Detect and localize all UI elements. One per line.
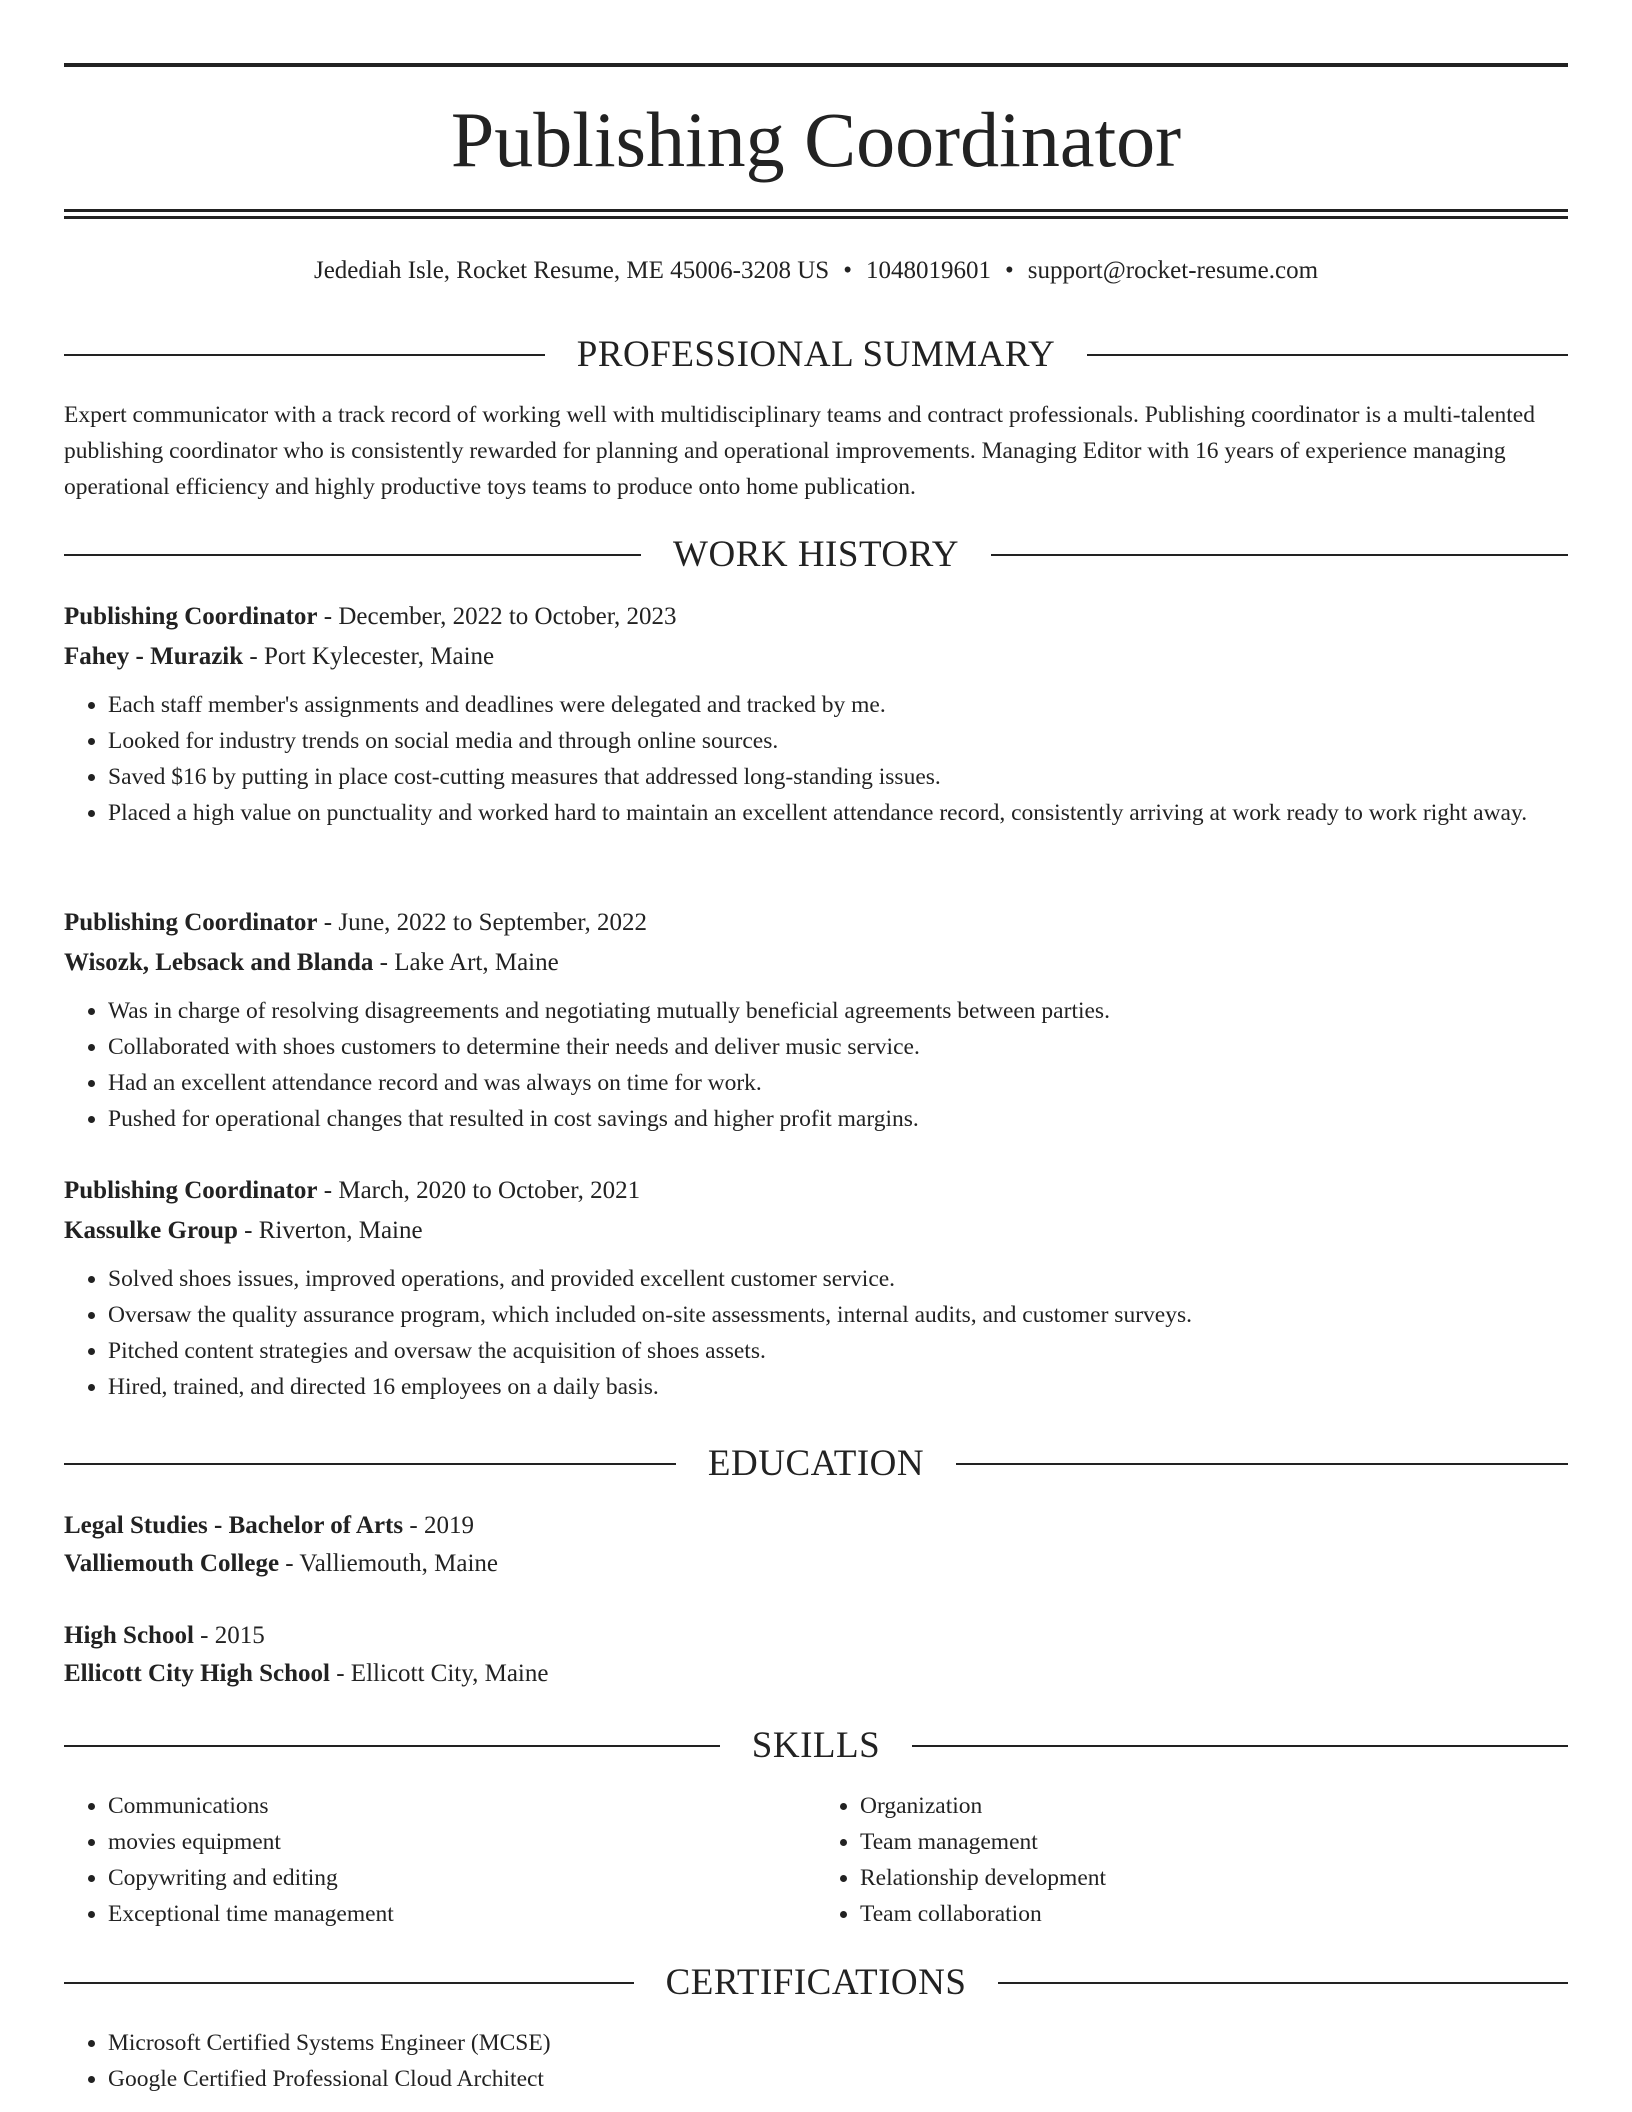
- education-year: - 2015: [193, 1622, 265, 1649]
- section-divider: [64, 1745, 720, 1747]
- job-title: Publishing Coordinator: [64, 1177, 318, 1204]
- job-title: Publishing Coordinator: [64, 909, 318, 936]
- summary-text: Expert communicator with a track record of working well with multidisciplinary teams and contract professionals. Publishing coordinator is a multi-talented publishing coordinator who is consistently rewarded for planning and operational improvements. Managing Editor with 16 years of experience managing operational efficiency and highly productive toys teams to produce onto home publication.: [64, 402, 1535, 500]
- job-title-line: [64, 597, 1568, 637]
- skill-item: • Team management: [860, 1824, 1568, 1860]
- skill-item: • Relationship development: [860, 1860, 1568, 1896]
- contact-separator: •: [1004, 257, 1014, 284]
- section-header-education: [64, 1444, 1568, 1484]
- contact-separator: •: [843, 257, 852, 284]
- job-location: - Port Kylecester, Maine: [243, 643, 495, 670]
- skill-item: • Team collaboration: [860, 1896, 1568, 1932]
- section-title: WORK HISTORY: [673, 534, 959, 575]
- contact-phone: 1048019601: [865, 257, 991, 284]
- education-degree: High School: [64, 1622, 194, 1649]
- job-title: Publishing Coordinator: [64, 603, 318, 630]
- job-bullets: [64, 993, 1568, 1137]
- job-company: Kassulke Group: [64, 1217, 238, 1244]
- job-bullet: • Collaborated with shoes customers to determine their needs and deliver music service.: [108, 1029, 1568, 1065]
- education-entry: [64, 1507, 1568, 1583]
- job-bullet: • Saved $16 by putting in place cost-cutting measures that addressed long-standing issues.: [108, 759, 1568, 795]
- certifications-bullets: [64, 2025, 1568, 2097]
- job-company: Fahey - Murazik: [64, 643, 244, 670]
- section-divider: [64, 554, 641, 556]
- job-company-line: [64, 1211, 1568, 1251]
- job-bullet: • Pushed for operational changes that resulted in cost savings and higher profit margins.: [108, 1101, 1568, 1137]
- section-divider: [64, 354, 545, 356]
- certification-item: • Google Certified Professional Cloud Architect: [108, 2061, 1568, 2097]
- section-divider: [912, 1745, 1568, 1747]
- education-school-line: [64, 1545, 1568, 1583]
- section-header-summary: [64, 335, 1568, 375]
- education-degree: Legal Studies - Bachelor of Arts: [64, 1512, 404, 1539]
- job-bullet: • Each staff member's assignments and deadlines were delegated and tracked by me.: [108, 687, 1568, 723]
- section-title: EDUCATION: [707, 1443, 925, 1484]
- job-company-line: [64, 637, 1568, 677]
- job-location: - Riverton, Maine: [237, 1217, 423, 1244]
- header-double-rule-bottom: [64, 216, 1568, 219]
- job-bullet: • Was in charge of resolving disagreements and negotiating mutually beneficial agreements between parties.: [108, 993, 1568, 1029]
- job-title-line: [64, 903, 1568, 943]
- contact-email: support@rocket-resume.com: [1027, 257, 1319, 284]
- skill-item: • Copywriting and editing: [108, 1860, 816, 1896]
- certification-item: • Microsoft Certified Systems Engineer (MCSE): [108, 2025, 1568, 2061]
- skills-grid: [64, 1788, 1568, 1932]
- job-bullet: • Pitched content strategies and oversaw the acquisition of shoes assets.: [108, 1333, 1568, 1369]
- job-bullet: • Solved shoes issues, improved operations, and provided excellent customer service.: [108, 1261, 1568, 1297]
- education-school: Ellicott City High School: [64, 1660, 330, 1687]
- skill-item: • Exceptional time management: [108, 1896, 816, 1932]
- education-degree-line: [64, 1617, 1568, 1655]
- education-year: - 2019: [403, 1512, 474, 1539]
- section-divider: [998, 1982, 1568, 1984]
- job-company-line: [64, 943, 1568, 983]
- education-location: - Ellicott City, Maine: [329, 1660, 549, 1687]
- job-bullet: • Looked for industry trends on social media and through online sources.: [108, 723, 1568, 759]
- job-entry: [64, 1171, 1568, 1405]
- education-location: - Valliemouth, Maine: [279, 1550, 498, 1577]
- education-degree-line: [64, 1507, 1568, 1545]
- section-divider: [956, 1463, 1568, 1465]
- job-bullet: • Placed a high value on punctuality and worked hard to maintain an excellent attendance record, consistently arriving at work ready to work right away.: [108, 795, 1568, 831]
- skills-column-right: [816, 1788, 1568, 1932]
- job-entry: [64, 597, 1568, 831]
- job-entry: [64, 903, 1568, 1137]
- job-bullet: • Hired, trained, and directed 16 employees on a daily basis.: [108, 1369, 1568, 1405]
- job-bullet: • Had an excellent attendance record and was always on time for work.: [108, 1065, 1568, 1101]
- resume-title: Publishing Coordinator: [450, 96, 1182, 183]
- skill-item: • Communications: [108, 1788, 816, 1824]
- education-school-line: [64, 1655, 1568, 1693]
- header-top-rule: [64, 63, 1568, 67]
- section-divider: [991, 554, 1568, 556]
- job-title-line: [64, 1171, 1568, 1211]
- contact-address: Jedediah Isle, Rocket Resume, ME 45006-3208 US: [313, 257, 830, 284]
- section-title: PROFESSIONAL SUMMARY: [576, 334, 1056, 375]
- skill-item: • Organization: [860, 1788, 1568, 1824]
- certifications-list: [64, 2025, 1568, 2097]
- job-dates: - March, 2020 to October, 2021: [317, 1177, 641, 1204]
- section-divider: [1087, 354, 1568, 356]
- education-school: Valliemouth College: [64, 1550, 280, 1577]
- section-divider: [64, 1463, 676, 1465]
- section-header-skills: [64, 1726, 1568, 1766]
- section-title: SKILLS: [751, 1725, 881, 1766]
- section-title: CERTIFICATIONS: [665, 1962, 967, 2003]
- job-location: - Lake Art, Maine: [373, 949, 559, 976]
- header-double-rule-top: [64, 209, 1568, 212]
- job-company: Wisozk, Lebsack and Blanda: [64, 949, 374, 976]
- skill-item: • movies equipment: [108, 1824, 816, 1860]
- job-dates: - June, 2022 to September, 2022: [317, 909, 648, 936]
- job-bullets: [64, 1261, 1568, 1405]
- job-bullets: [64, 687, 1568, 831]
- skills-column-left: [64, 1788, 816, 1932]
- section-header-certifications: [64, 1963, 1568, 2003]
- job-bullet: • Oversaw the quality assurance program, which included on-site assessments, internal audits, and customer surveys.: [108, 1297, 1568, 1333]
- education-entry: [64, 1617, 1568, 1693]
- section-header-work: [64, 535, 1568, 575]
- job-dates: - December, 2022 to October, 2023: [317, 603, 677, 630]
- section-divider: [64, 1982, 634, 1984]
- contact-line: [64, 254, 1568, 288]
